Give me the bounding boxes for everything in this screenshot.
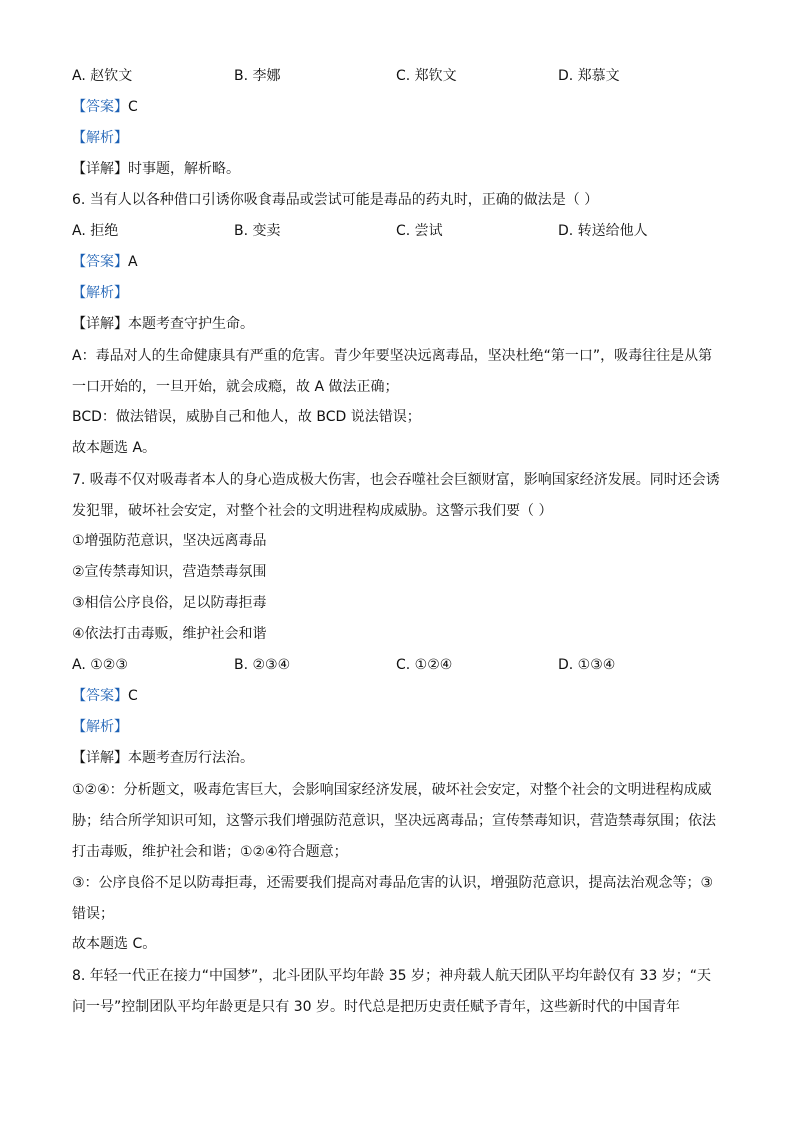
q7-answer-tag: 【答案】 [72,688,128,704]
q5-answer-value: C [128,99,138,115]
q6-answer-value: A [128,254,138,270]
q7-option-d: D. ①③④ [558,657,616,673]
q6-option-d: D. 转送给他人 [558,223,648,239]
q6-option-c: C. 尝试 [396,223,443,239]
q5-detail-tag: 【详解】 [72,161,128,177]
q7-item-2: ②宣传禁毒知识，营造禁毒氛围 [72,564,267,580]
q7-item-4: ④依法打击毒贩，维护社会和谐 [72,626,267,642]
q6-option-a: A. 拒绝 [72,223,119,239]
q6-analysis-tag: 【解析】 [72,285,128,301]
q7-explain-124: ①②④：分析题文，吸毒危害巨大，会影响国家经济发展，破坏社会安定，对整个社会的文明进程构成威胁；结合所学知识可知，这警示我们增强防范意识，坚决远离毒品；宣传禁毒知识，营造禁毒氛围；依法打击毒贩，维护社会和谐；①②④符合题意； [72,782,716,860]
q7-item-1: ①增强防范意识，坚决远离毒品 [72,533,267,549]
document-page [72,62,724,1023]
q6-detail-tag: 【详解】 [72,316,128,332]
q7-option-c: C. ①②④ [396,657,453,673]
q6-option-b: B. 变卖 [234,223,281,239]
q5-options [72,62,724,93]
q7-detail-tag: 【详解】 [72,750,128,766]
q7-detail [72,744,724,775]
q7-item-3: ③相信公序良俗，足以防毒拒毒 [72,595,267,611]
q5-detail-text: 时事题，解析略。 [128,161,240,177]
q5-detail [72,155,724,186]
q7-option-b: B. ②③④ [234,657,291,673]
q7-detail-text: 本题考查厉行法治。 [128,750,254,766]
q7-option-a: A. ①②③ [72,657,128,673]
q7-conclusion: 故本题选 C。 [72,936,157,952]
q6-conclusion: 故本题选 A。 [72,440,157,456]
q6-detail-text: 本题考查守护生命。 [128,316,254,332]
q6-explain-a: A：毒品对人的生命健康具有严重的危害。青少年要坚决远离毒品，坚决杜绝“第一口”，吸毒往往是从第一口开始的，一旦开始，就会成瘾，故 A 做法正确； [72,348,713,395]
q5-option-a: A. 赵钦文 [72,68,133,84]
q6-analysis-heading [72,279,724,310]
q5-answer-tag: 【答案】 [72,99,128,115]
q5-option-c: C. 郑钦文 [396,68,457,84]
q6-answer [72,248,724,279]
q7-stem: 7. 吸毒不仅对吸毒者本人的身心造成极大伤害，也会吞噬社会巨额财富，影响国家经济发展。同时还会诱发犯罪，破坏社会安定，对整个社会的文明进程构成威胁。这警示我们要（ ） [72,472,720,519]
q6-detail [72,310,724,341]
q5-option-d: D. 郑慕文 [558,68,620,84]
q8-stem: 8. 年轻一代正在接力“中国梦”，北斗团队平均年龄 35 岁；神舟载人航天团队平均年龄仅有 33 岁；“天问一号”控制团队平均年龄更是只有 30 岁。时代总是把历史责任赋予青年，这些新时代的中国青年 [72,968,711,1015]
q5-answer [72,93,724,124]
q5-option-b: B. 李娜 [234,68,281,84]
q5-analysis-tag: 【解析】 [72,130,128,146]
q7-answer [72,682,724,713]
q7-answer-value: C [128,688,138,704]
q6-options [72,217,724,248]
q6-answer-tag: 【答案】 [72,254,128,270]
q7-analysis-heading [72,713,724,744]
q6-explain-bcd: BCD：做法错误，威胁自己和他人，故 BCD 说法错误； [72,409,421,425]
q6-stem: 6. 当有人以各种借口引诱你吸食毒品或尝试可能是毒品的药丸时，正确的做法是（ ） [72,192,599,208]
q7-options [72,651,724,682]
q7-explain-3: ③：公序良俗不足以防毒拒毒，还需要我们提高对毒品危害的认识，增强防范意识，提高法治观念等；③错误； [72,875,714,922]
q5-analysis-heading [72,124,724,155]
q7-analysis-tag: 【解析】 [72,719,128,735]
